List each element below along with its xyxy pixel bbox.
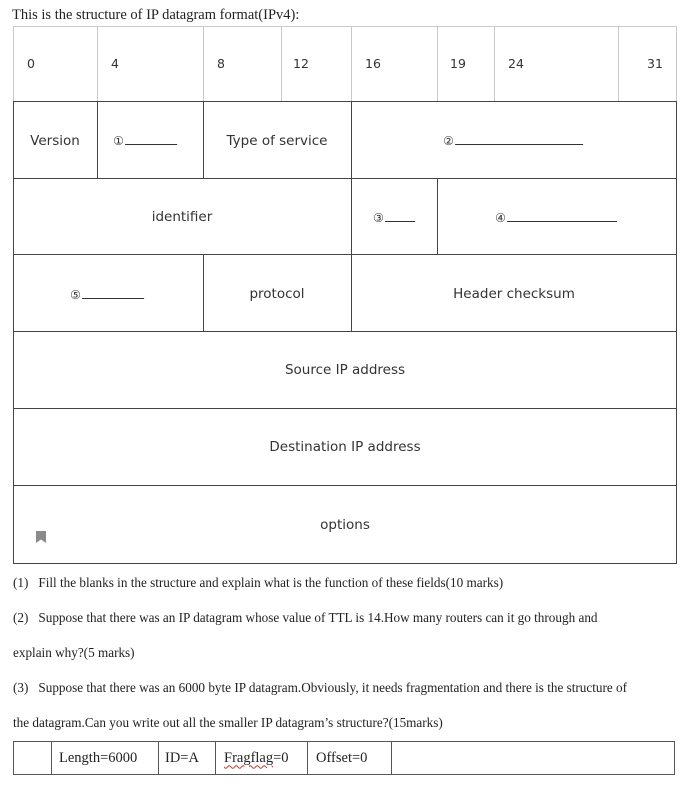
bit-grid-line: [97, 26, 98, 101]
question-text: Suppose that there was an 6000 byte IP datagram.Obviously, it needs fragmentation and there is the structure of: [38, 680, 628, 695]
row-divider: [13, 563, 677, 564]
bit-grid-line: [351, 26, 352, 101]
bit-grid-line: [618, 26, 619, 101]
field-divider: [203, 101, 204, 178]
field-divider: [97, 101, 98, 178]
fragment-cell-offset: [308, 742, 392, 774]
options-field: [320, 517, 370, 533]
bit-label-19: 19: [450, 56, 466, 71]
question-2-continued: [13, 645, 135, 661]
blank-4-field: [495, 211, 617, 225]
bit-grid-line: [437, 26, 438, 101]
field-divider: [351, 254, 352, 331]
bit-label-16: 16: [365, 56, 381, 71]
header-checksum-field: [453, 286, 575, 302]
row-divider: [13, 485, 677, 486]
question-2: [13, 610, 598, 626]
destination-ip-label: Destination IP address: [269, 439, 421, 455]
row-divider: [13, 408, 677, 409]
question-number: (1): [13, 575, 29, 590]
bit-grid-line: [494, 26, 495, 101]
row-divider: [13, 331, 677, 332]
bookmark-icon[interactable]: [36, 531, 46, 543]
type-of-service-label: Type of service: [226, 133, 328, 149]
blank-4-marker: ④: [495, 211, 506, 225]
fragflag-word: Fragflag: [224, 749, 274, 766]
destination-ip-field: [269, 439, 420, 455]
question-text: explain why?(5 marks): [13, 645, 135, 660]
field-divider: [437, 178, 438, 254]
bit-label-4: 4: [111, 56, 119, 71]
version-label: Version: [30, 133, 80, 149]
source-ip-label: Source IP address: [284, 362, 406, 378]
identifier-field: [152, 209, 213, 225]
blank-1-line: [125, 144, 177, 145]
field-divider: [351, 101, 352, 178]
protocol-label: protocol: [249, 286, 305, 302]
protocol-field: [249, 286, 304, 302]
field-divider: [351, 178, 352, 254]
fragment-cell-empty: [14, 742, 52, 774]
fragment-cell-length: [52, 742, 159, 774]
row-divider: [13, 254, 677, 255]
header-top-border: [13, 26, 677, 27]
bit-label-8: 8: [217, 56, 225, 71]
blank-1-marker: ①: [113, 134, 124, 148]
blank-2-line: [455, 144, 583, 145]
fragment-cell-fragflag: [216, 742, 308, 774]
offset-value: Offset=0: [316, 749, 368, 766]
left-border: [13, 101, 14, 563]
fragment-cell-id: [159, 742, 216, 774]
question-3: [13, 680, 627, 696]
bit-label-0: 0: [27, 56, 35, 71]
field-divider: [203, 254, 204, 331]
question-text: Suppose that there was an IP datagram whose value of TTL is 14.How many routers can it go through and: [38, 610, 598, 625]
blank-5-field: [70, 288, 144, 302]
bit-grid-line: [13, 26, 14, 101]
id-value: ID=A: [165, 749, 199, 766]
blank-2-marker: ②: [443, 134, 454, 148]
row-divider: [13, 101, 677, 102]
options-label: options: [320, 517, 370, 533]
blank-3-marker: ③: [373, 211, 384, 225]
row-divider: [13, 178, 677, 179]
question-1: [13, 575, 503, 591]
blank-4-line: [507, 221, 617, 222]
fragment-table: [13, 741, 675, 775]
bit-grid-line: [676, 26, 677, 101]
bit-grid-line: [281, 26, 282, 101]
version-field: [30, 133, 80, 149]
question-text: the datagram.Can you write out all the smaller IP datagram’s structure?(15marks): [13, 715, 443, 730]
question-text: Fill the blanks in the structure and explain what is the function of these fields(10 marks): [38, 575, 504, 590]
fragment-cell-empty: [392, 742, 674, 774]
right-border: [676, 101, 677, 563]
bit-grid-line: [203, 26, 204, 101]
source-ip-field: [285, 362, 405, 378]
question-3-continued: [13, 715, 443, 731]
type-of-service-field: [227, 133, 328, 149]
bit-label-31: 31: [647, 56, 663, 71]
blank-5-marker: ⑤: [70, 288, 81, 302]
question-number: (3): [13, 680, 29, 695]
blank-2-field: [443, 134, 583, 148]
intro-text: This is the structure of IP datagram format(IPv4):: [12, 7, 300, 23]
blank-3-field: [373, 211, 415, 225]
blank-5-line: [82, 298, 144, 299]
header-checksum-label: Header checksum: [453, 286, 575, 302]
fragflag-value: =0: [273, 749, 289, 766]
question-number: (2): [13, 610, 29, 625]
blank-1-field: [113, 134, 177, 148]
length-value: Length=6000: [59, 749, 138, 766]
bit-label-12: 12: [293, 56, 309, 71]
identifier-label: identifier: [151, 209, 213, 225]
bit-label-24: 24: [508, 56, 524, 71]
blank-3-line: [385, 221, 415, 222]
